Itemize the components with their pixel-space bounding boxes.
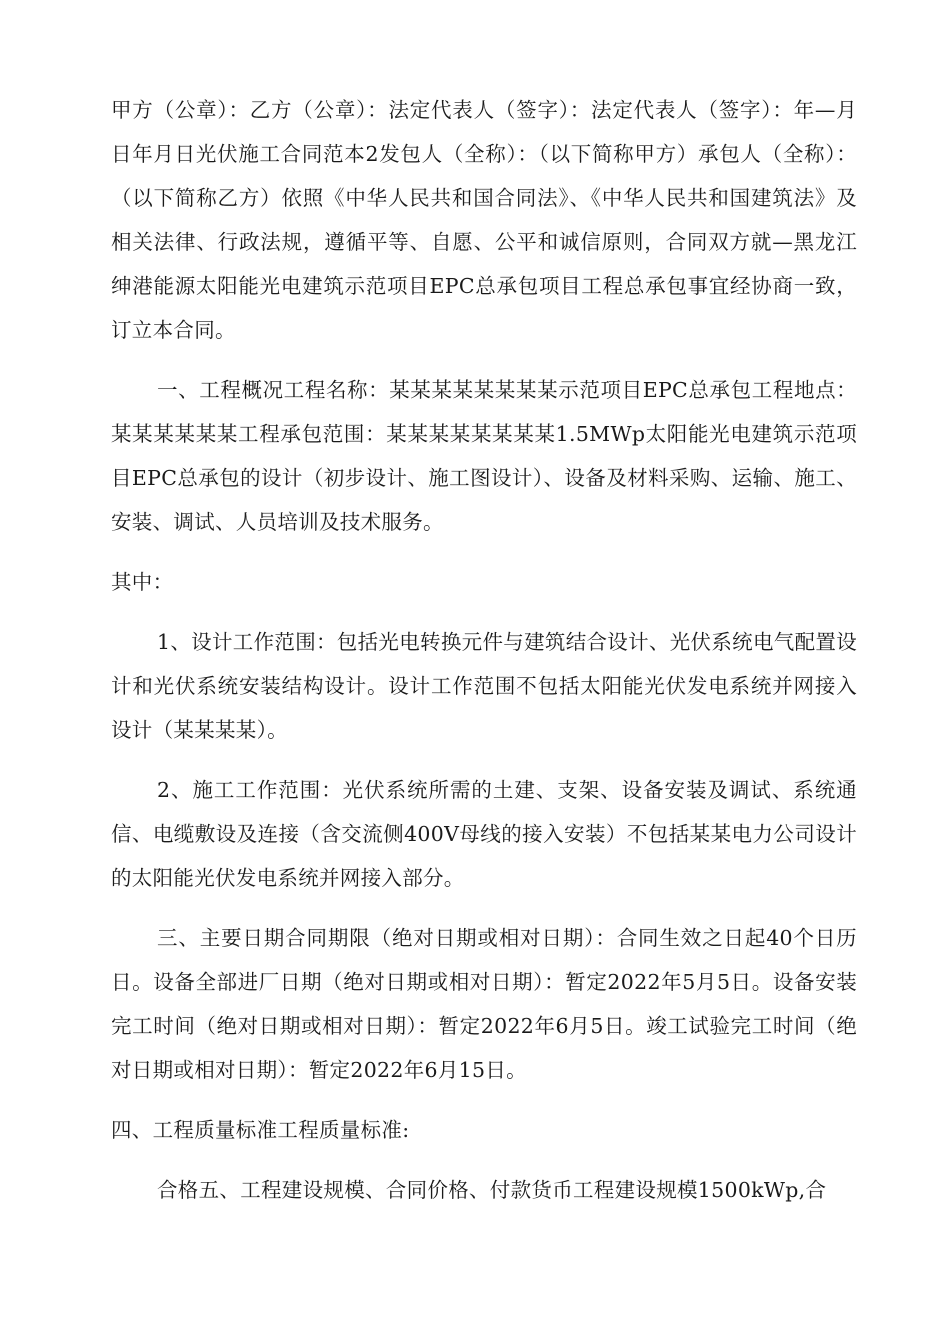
design-scope-paragraph: 1、设计工作范围：包括光电转换元件与建筑结合设计、光伏系统电气配置设计和光伏系统安装结构设计。设计工作范围不包括太阳能光伏发电系统并网接入设计（某某某某）。 <box>111 630 857 742</box>
project-overview-paragraph: 一、工程概况工程名称：某某某某某某某某示范项目EPC总承包工程地点：某某某某某某工程承包范围：某某某某某某某某1.5MWp太阳能光电建筑示范项目EPC总承包的设计（初步设计、施工图设计）、设备及材料采购、运输、施工、安装、调试、人员培训及技术服务。 <box>111 378 857 534</box>
scale-price-paragraph: 合格五、工程建设规模、合同价格、付款货币工程建设规模1500kWp,合 <box>157 1178 827 1202</box>
construction-scope-paragraph: 2、施工工作范围：光伏系统所需的土建、支架、设备安装及调试、系统通信、电缆敷设及连接（含交流侧400V母线的接入安装）不包括某某电力公司设计的太阳能光伏发电系统并网接入部分。 <box>111 778 857 890</box>
key-dates-paragraph: 三、主要日期合同期限（绝对日期或相对日期）：合同生效之日起40个日历日。设备全部进厂日期（绝对日期或相对日期）：暂定2022年5月5日。设备安装完工时间（绝对日期或相对日期）：暂定2022年6月5日。竣工试验完工时间（绝对日期或相对日期）：暂定2022年6月15日。 <box>111 926 857 1082</box>
among-them-label: 其中： <box>111 570 174 594</box>
quality-standard-heading: 四、工程质量标准工程质量标准: <box>111 1118 410 1142</box>
document-body <box>111 88 857 1228</box>
contract-preamble-paragraph: 甲方（公章）：乙方（公章）：法定代表人（签字）：法定代表人（签字）：年—月日年月日光伏施工合同范本2发包人（全称）：（以下简称甲方）承包人（全称）：（以下简称乙方）依照《中华人民共和国合同法》、《中华人民共和国建筑法》及相关法律、行政法规，遵循平等、自愿、公平和诚信原则，合同双方就—黑龙江绅港能源太阳能光电建筑示范项目EPC总承包项目工程总承包事宜经协商一致，订立本合同。 <box>111 98 857 342</box>
